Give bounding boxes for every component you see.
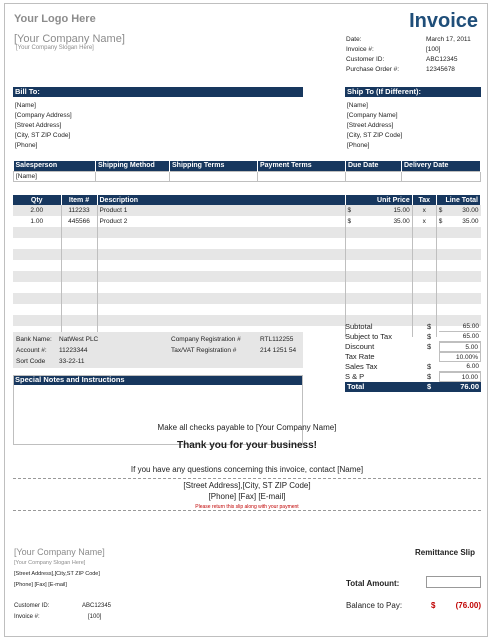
return-slip-note: Please return this slip along with your payment bbox=[195, 504, 299, 510]
slip-customer-id-label: Customer ID: bbox=[14, 603, 50, 609]
items-table bbox=[13, 195, 481, 337]
totals-row bbox=[345, 332, 481, 342]
footer-address: [Street Address],[City, ST ZIP Code] bbox=[183, 481, 311, 490]
totals-row bbox=[345, 352, 481, 362]
tax-cell: x bbox=[412, 205, 436, 216]
table-row bbox=[13, 216, 481, 227]
column-header: Line Total bbox=[436, 195, 480, 205]
column-header: Tax bbox=[412, 195, 436, 205]
price-cell: 15.00 bbox=[355, 205, 412, 216]
meta-value: 12345678 bbox=[426, 66, 455, 73]
totals-currency: $ bbox=[427, 362, 432, 371]
ship-to-line: [Phone] bbox=[347, 142, 370, 149]
slip-slogan: [Your Company Slogan Here] bbox=[14, 560, 86, 566]
account-label: Account #: bbox=[16, 347, 47, 354]
questions-note: If you have any questions concerning this invoice, contact [Name] bbox=[130, 465, 364, 474]
meta-label: Customer ID: bbox=[346, 56, 385, 63]
totals-label: Subtotal bbox=[345, 322, 373, 331]
totals-block bbox=[345, 322, 481, 392]
column-header: Payment Terms bbox=[258, 161, 346, 171]
vat-reg-value: 214 1251 54 bbox=[260, 347, 297, 354]
table-row bbox=[14, 171, 481, 181]
table-cell: [Name] bbox=[14, 171, 96, 181]
column-header: Qty bbox=[13, 195, 61, 205]
table-row bbox=[13, 271, 481, 282]
totals-row bbox=[345, 362, 481, 372]
ship-to-line: [Street Address] bbox=[347, 122, 394, 129]
sort-code-label: Sort Code bbox=[16, 358, 46, 365]
table-row bbox=[13, 260, 481, 271]
totals-label: Discount bbox=[345, 342, 375, 351]
qty-cell: 1.00 bbox=[13, 216, 61, 227]
bill-to-line: [City, ST ZIP Code] bbox=[15, 132, 71, 139]
table-row bbox=[13, 238, 481, 249]
notes-title: Special Notes and Instructions bbox=[13, 375, 303, 385]
bill-to-line: [Phone] bbox=[15, 142, 38, 149]
totals-currency: $ bbox=[427, 372, 432, 381]
totals-value[interactable]: 10.00% bbox=[439, 352, 481, 362]
slip-invoice-value: [100] bbox=[88, 614, 102, 620]
column-header: Salesperson bbox=[14, 161, 96, 171]
table-row bbox=[13, 227, 481, 238]
company-name: [Your Company Name] bbox=[14, 33, 125, 45]
total-row bbox=[345, 382, 481, 392]
slip-company-name: [Your Company Name] bbox=[14, 547, 105, 557]
price-cell: 35.00 bbox=[355, 216, 412, 227]
item-cell: 112233 bbox=[61, 205, 97, 216]
table-cell bbox=[402, 171, 481, 181]
bill-to-title: Bill To: bbox=[13, 87, 303, 97]
total-cell: 30.00 bbox=[446, 205, 480, 216]
company-slogan: [Your Company Slogan Here] bbox=[16, 45, 94, 51]
table-row bbox=[13, 282, 481, 293]
meta-label: Invoice #: bbox=[346, 46, 374, 53]
column-header: Due Date bbox=[346, 161, 402, 171]
ship-to-line: [Company Name] bbox=[347, 112, 398, 119]
totals-row bbox=[345, 372, 481, 382]
remittance-slip-title: Remittance Slip bbox=[415, 548, 476, 557]
table-row bbox=[13, 249, 481, 260]
desc-cell: Product 1 bbox=[97, 205, 345, 216]
totals-row bbox=[345, 342, 481, 352]
total-cell: 35.00 bbox=[446, 216, 480, 227]
tax-cell: x bbox=[412, 216, 436, 227]
ship-to-line: [Name] bbox=[347, 102, 368, 109]
ship-to-line: [City, ST ZIP Code] bbox=[347, 132, 403, 139]
bill-to-line: [Street Address] bbox=[15, 122, 62, 129]
table-cell bbox=[258, 171, 346, 181]
totals-label: Sales Tax bbox=[345, 362, 378, 371]
totals-currency: $ bbox=[427, 332, 432, 341]
ship-to-title: Ship To (If Different): bbox=[345, 87, 481, 97]
balance-label: Balance to Pay: bbox=[346, 601, 403, 610]
totals-value: 65.00 bbox=[439, 332, 481, 342]
table-row bbox=[13, 293, 481, 304]
total-amount-label: Total Amount: bbox=[346, 579, 400, 588]
invoice-meta bbox=[346, 35, 480, 75]
slip-contact: [Phone] [Fax] [E-mail] bbox=[14, 582, 67, 588]
sort-code-value: 33-22-11 bbox=[59, 358, 85, 365]
table-cell bbox=[170, 171, 258, 181]
table-cell bbox=[346, 171, 402, 181]
column-header: Item # bbox=[61, 195, 97, 205]
column-header: Shipping Method bbox=[96, 161, 170, 171]
column-header: Description bbox=[97, 195, 345, 205]
company-reg-label: Company Registration # bbox=[171, 336, 241, 343]
totals-label: Subject to Tax bbox=[345, 332, 392, 341]
divider bbox=[13, 478, 481, 479]
totals-value[interactable]: 5.00 bbox=[439, 342, 481, 352]
balance-currency: $ bbox=[431, 601, 436, 610]
qty-cell: 2.00 bbox=[13, 205, 61, 216]
bank-name-value: NatWest PLC bbox=[59, 336, 99, 343]
slip-customer-id-value: ABC12345 bbox=[82, 603, 112, 609]
totals-label: Tax Rate bbox=[345, 352, 375, 361]
column-header: Shipping Terms bbox=[170, 161, 258, 171]
totals-value: 65.00 bbox=[439, 322, 481, 332]
totals-currency bbox=[427, 352, 439, 362]
notes-box[interactable] bbox=[13, 375, 303, 445]
logo-placeholder: Your Logo Here bbox=[14, 13, 96, 25]
table-row bbox=[13, 205, 481, 216]
slip-address: [Street Address],[City,ST ZIP Code] bbox=[14, 571, 100, 577]
shipping-table bbox=[13, 161, 481, 182]
totals-value: 6.00 bbox=[439, 362, 481, 372]
table-row bbox=[13, 304, 481, 315]
table-cell bbox=[96, 171, 170, 181]
currency-cell: $ bbox=[345, 205, 355, 216]
total-value: 76.00 bbox=[460, 382, 479, 391]
totals-row bbox=[345, 322, 481, 332]
invoice-page bbox=[4, 3, 488, 637]
total-amount-field[interactable] bbox=[426, 576, 481, 588]
currency-cell: $ bbox=[436, 205, 446, 216]
meta-label: Date: bbox=[346, 36, 362, 43]
bank-details bbox=[13, 332, 303, 368]
bank-name-label: Bank Name: bbox=[16, 336, 52, 343]
thank-you-message: Thank you for your business! bbox=[176, 440, 318, 451]
footer-contact: [Phone] [Fax] [E-mail] bbox=[208, 492, 286, 501]
totals-currency: $ bbox=[427, 322, 432, 331]
meta-value: March 17, 2011 bbox=[426, 36, 471, 43]
bill-to-section bbox=[13, 87, 303, 151]
currency-cell: $ bbox=[436, 216, 446, 227]
meta-value: [100] bbox=[426, 46, 441, 53]
meta-label: Purchase Order #: bbox=[346, 66, 400, 73]
item-cell: 445566 bbox=[61, 216, 97, 227]
company-reg-value: RTL112255 bbox=[260, 336, 294, 343]
vat-reg-label: Tax/VAT Registration # bbox=[171, 347, 237, 354]
bill-to-line: [Name] bbox=[15, 102, 36, 109]
totals-value[interactable]: 10.00 bbox=[439, 372, 481, 382]
meta-value: ABC12345 bbox=[426, 56, 458, 63]
currency-cell: $ bbox=[345, 216, 355, 227]
checks-payable-note: Make all checks payable to [Your Company Name] bbox=[157, 423, 337, 432]
column-header: Unit Price bbox=[345, 195, 412, 205]
desc-cell: Product 2 bbox=[97, 216, 345, 227]
account-value: 11223344 bbox=[59, 347, 88, 354]
column-header: Delivery Date bbox=[402, 161, 481, 171]
total-currency: $ bbox=[427, 382, 432, 391]
total-label: Total bbox=[347, 382, 365, 391]
totals-label: S & P bbox=[345, 372, 365, 381]
ship-to-section bbox=[345, 87, 481, 151]
divider bbox=[13, 510, 481, 511]
totals-currency: $ bbox=[427, 342, 432, 351]
slip-invoice-label: Invoice #: bbox=[14, 614, 40, 620]
balance-value: (76.00) bbox=[455, 601, 481, 610]
invoice-title: Invoice bbox=[409, 10, 478, 32]
bill-to-line: [Company Address] bbox=[15, 112, 72, 119]
